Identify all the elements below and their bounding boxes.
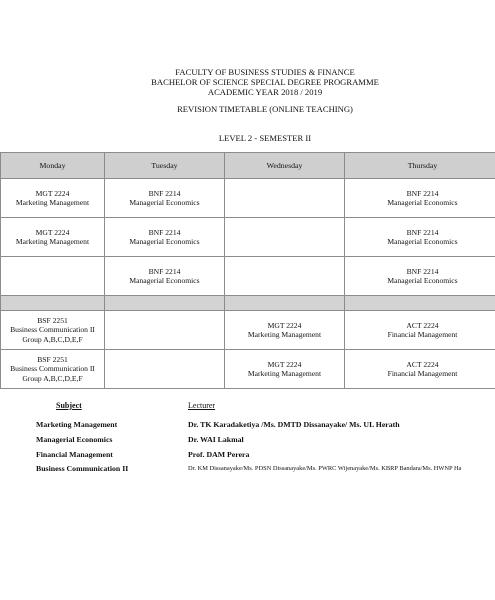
- course-code: ACT 2224: [406, 359, 439, 369]
- programme-title: BACHELOR OF SCIENCE SPECIAL DEGREE PROGRAMME: [151, 77, 379, 87]
- lecturer-name: Prof. DAM Perera: [188, 450, 250, 459]
- session-cell: [1, 350, 105, 389]
- session-cell: [345, 179, 495, 218]
- session-cell: [345, 311, 495, 350]
- session-cell: [105, 179, 225, 218]
- lecturer-name: Dr. WAI Lakmal: [188, 435, 244, 444]
- course-name: Marketing Management: [15, 237, 90, 246]
- day-header: Wednesday: [225, 153, 345, 179]
- lecturer-heading: Lecturer: [188, 401, 216, 410]
- timetable: [0, 152, 495, 389]
- course-name: Managerial Economics: [129, 198, 200, 207]
- day-header: Monday: [1, 153, 105, 179]
- course-code: BNF 2214: [148, 266, 181, 276]
- lecturer-name: Dr. KM Dissanayake/Ms. PDSN Dissanayake/Ms. PWRC Wijenayake/Ms. KBRP Bandara/Ms. HWNP Ha: [188, 465, 462, 472]
- subject-name: Financial Management: [36, 450, 113, 459]
- session-cell: [1, 179, 105, 218]
- level-semester: LEVEL 2 - SEMESTER II: [218, 133, 312, 143]
- course-code: MGT 2224: [35, 188, 70, 198]
- course-code: BNF 2214: [148, 188, 181, 198]
- course-name: Marketing Management: [247, 369, 322, 378]
- subject-name: Business Communication II: [36, 464, 129, 473]
- course-name: Managerial Economics: [387, 237, 458, 246]
- course-group: Group A,B,C,D,E,F: [22, 334, 83, 344]
- session-cell: [105, 311, 225, 350]
- session-cell: [105, 350, 225, 389]
- course-code: BNF 2214: [406, 227, 439, 237]
- academic-year: ACADEMIC YEAR 2018 / 2019: [207, 87, 323, 97]
- table-row: [0, 179, 495, 218]
- course-code: MGT 2224: [267, 320, 302, 330]
- course-code: BSF 2251: [37, 354, 68, 364]
- course-code: BNF 2214: [406, 188, 439, 198]
- course-name: Business Communication II: [10, 325, 95, 335]
- session-cell: [225, 218, 345, 257]
- session-cell: [1, 257, 105, 296]
- course-code: ACT 2224: [406, 320, 439, 330]
- session-cell: [105, 257, 225, 296]
- lecturer-name: Dr. TK Karadaketiya /Ms. DMTD Dissanayake/ Ms. UL Herath: [188, 420, 400, 429]
- course-code: BNF 2214: [148, 227, 181, 237]
- timetable-title: REVISION TIMETABLE (ONLINE TEACHING): [177, 104, 353, 114]
- session-cell: [225, 350, 345, 389]
- subject-name: Marketing Management: [36, 420, 118, 429]
- faculty-title: FACULTY OF BUSINESS STUDIES & FINANCE: [175, 67, 355, 77]
- course-code: BSF 2251: [37, 315, 68, 325]
- break-row: [0, 296, 495, 311]
- course-name: Business Communication II: [10, 364, 95, 374]
- subject-name: Managerial Economics: [36, 435, 113, 444]
- course-code: MGT 2224: [35, 227, 70, 237]
- course-name: Managerial Economics: [387, 198, 458, 207]
- day-header-row: [0, 153, 495, 179]
- lecturer-row: [0, 464, 495, 476]
- course-name: Financial Management: [387, 369, 458, 378]
- table-row: [0, 350, 495, 389]
- course-name: Managerial Economics: [129, 237, 200, 246]
- session-cell: [345, 350, 495, 389]
- course-name: Marketing Management: [247, 330, 322, 339]
- course-name: Managerial Economics: [387, 276, 458, 285]
- session-cell: [1, 218, 105, 257]
- day-header: Tuesday: [105, 153, 225, 179]
- day-header: Thursday: [345, 153, 495, 179]
- course-name: Marketing Management: [15, 198, 90, 207]
- session-cell: [225, 179, 345, 218]
- table-row: [0, 218, 495, 257]
- course-code: BNF 2214: [406, 266, 439, 276]
- table-row: [0, 257, 495, 296]
- course-code: MGT 2224: [267, 359, 302, 369]
- course-group: Group A,B,C,D,E,F: [22, 373, 83, 383]
- table-row: [0, 311, 495, 350]
- course-name: Financial Management: [387, 330, 458, 339]
- course-name: Managerial Economics: [129, 276, 200, 285]
- session-cell: [1, 311, 105, 350]
- session-cell: [345, 257, 495, 296]
- subject-heading: Subject: [56, 401, 82, 410]
- session-cell: [225, 311, 345, 350]
- session-cell: [225, 257, 345, 296]
- session-cell: [105, 218, 225, 257]
- session-cell: [345, 218, 495, 257]
